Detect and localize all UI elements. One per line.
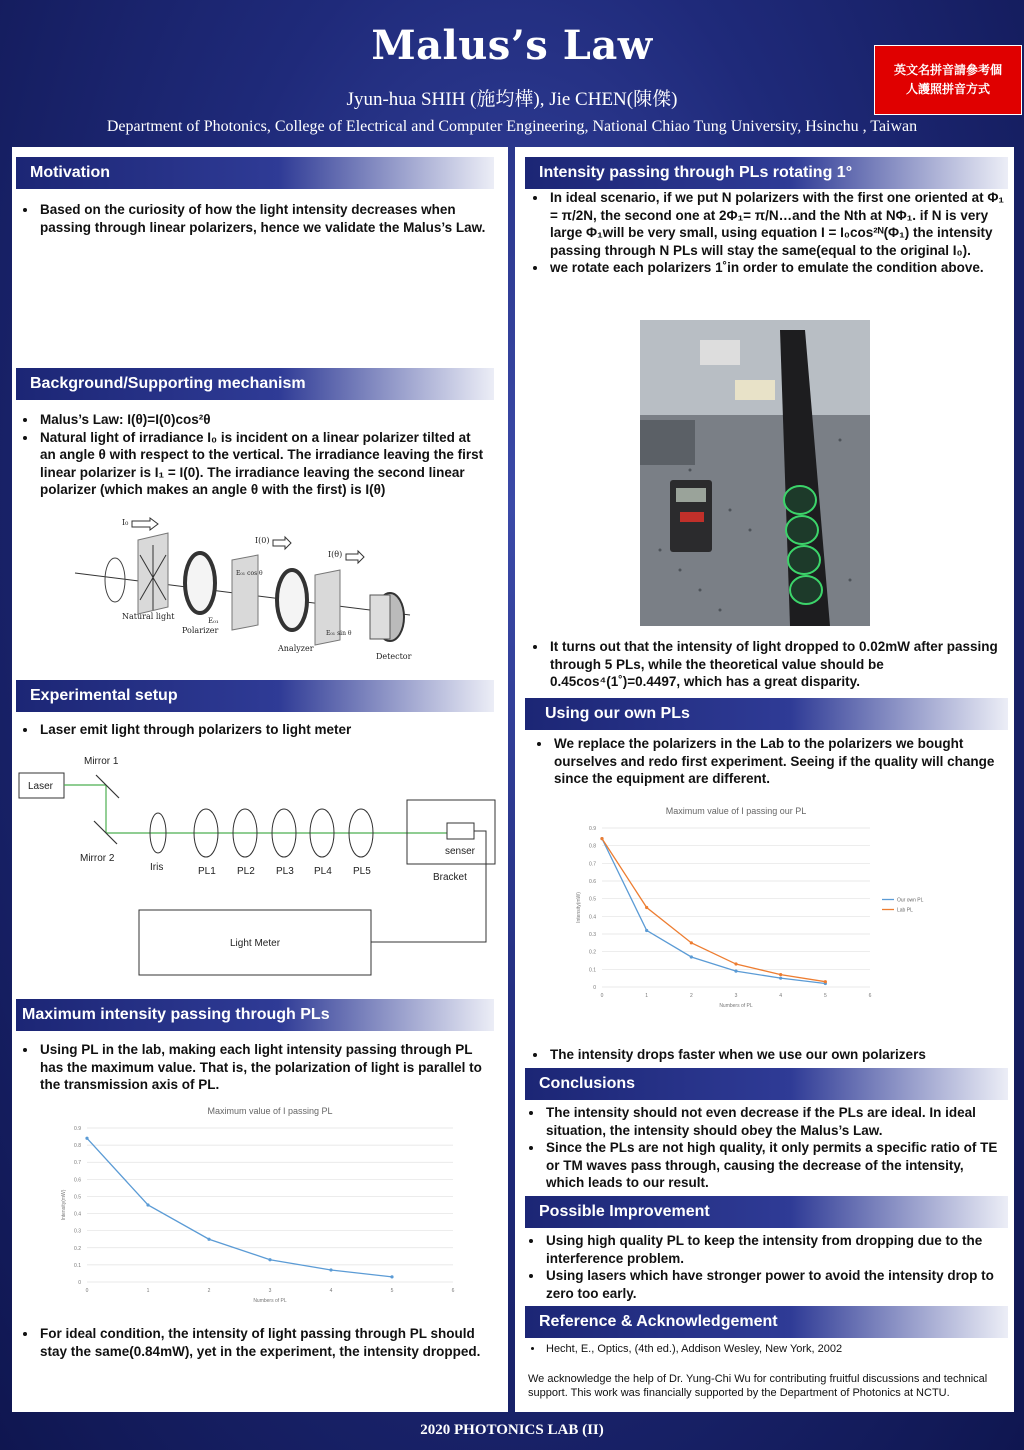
y-tick-label: 0.4	[74, 1211, 81, 1218]
rotating-heading: Intensity passing through PLs rotating 1°	[525, 157, 1008, 189]
improvement-text	[526, 1232, 1004, 1302]
list-item: • In ideal scenario, if we put N polarizers with the first one oriented at Φ₁ = π/2N, the second one at 2Φ₁= π/N…and the Nth at NΦ₁. if N is very large Φ₁will be very small, using equation I = I₀cos²ᴺ(Φ₁) the intensity passing through N PLs will stay the same(equal to the original I₀).	[548, 189, 1008, 259]
motivation-heading: Motivation	[16, 157, 494, 189]
polarizer-diagram	[70, 515, 430, 665]
y-tick-label: 0.6	[589, 879, 596, 885]
conclusions-text	[526, 1104, 1004, 1192]
legend-entry: Our own PL	[897, 897, 924, 904]
pl1-label: PL1	[198, 866, 216, 877]
y-tick-label: 0.1	[74, 1262, 81, 1269]
name-note-box	[874, 45, 1022, 115]
y-tick-label: 0.8	[74, 1143, 81, 1150]
y-tick-label: 0	[593, 985, 596, 991]
data-point	[779, 977, 782, 980]
series-line	[602, 839, 825, 982]
data-point	[779, 973, 782, 976]
natural-light-label: Natural light	[122, 612, 175, 621]
senser-box	[447, 823, 474, 839]
x-tick-label: 5	[823, 993, 827, 999]
x-tick-label: 4	[329, 1288, 333, 1294]
maxint-text	[20, 1041, 486, 1094]
light-meter-label: Light Meter	[230, 938, 281, 949]
chart-lab-pl	[45, 1100, 465, 1310]
acknowledgement-text: We acknowledge the help of Dr. Yung-Chi Wu for contributing fruitful discussions and technical support. This work was financially supported by the Department of Photonics at NCTU.	[528, 1373, 988, 1399]
ownpl-text-2	[530, 1046, 1008, 1064]
list-item: • We replace the polarizers in the Lab to the polarizers we bought ourselves and redo first experiment. Seeing if the quality will change since the equipment are different.	[552, 735, 1004, 788]
x-tick-label: 2	[207, 1288, 211, 1294]
data-point	[824, 980, 827, 983]
reference-text	[526, 1342, 1004, 1356]
chart-title: Maximum value of I passing our PL	[665, 806, 807, 816]
x-tick-label: 2	[689, 993, 693, 999]
mirror-1	[96, 775, 119, 798]
y-axis-label: Intensity(mW)	[61, 1189, 67, 1221]
senser-label: senser	[445, 846, 476, 857]
x-tick-label: 0	[600, 993, 604, 999]
list-item: • It turns out that the intensity of light dropped to 0.02mW after passing through 5 PLs, while the theoretical value should be 0.45cos⁴(1˚)=0.4497, which has a great disparity.	[548, 638, 1008, 691]
y-tick-label: 0.4	[589, 914, 596, 921]
legend-entry: Lab PL	[897, 907, 913, 914]
background-text	[20, 411, 486, 499]
data-point	[268, 1258, 271, 1261]
x-tick-label: 4	[779, 993, 783, 999]
improvement-heading: Possible Improvement	[525, 1196, 1008, 1228]
data-point	[645, 929, 648, 932]
list-item: • Since the PLs are not high quality, it only permits a specific ratio of TE or TM waves pass through, causing the decrease of the intensity, which leads to our result.	[544, 1139, 1004, 1192]
authors: Jyun-hua SHIH (施均樺), Jie CHEN(陳傑)	[346, 89, 678, 110]
setup-text	[20, 721, 486, 739]
i0-full-label: I(0)	[255, 536, 270, 545]
data-point	[329, 1268, 332, 1271]
x-tick-label: 3	[734, 993, 738, 999]
y-tick-label: 0.8	[589, 843, 596, 850]
detector-label: Detector	[376, 652, 412, 661]
i0-label: I₀	[122, 518, 129, 527]
data-point	[390, 1275, 393, 1278]
list-item: • Malus’s Law: I(θ)=I(0)cos²θ	[38, 411, 486, 429]
background-heading: Background/Supporting mechanism	[16, 368, 494, 400]
y-tick-label: 0.5	[589, 896, 596, 903]
pl3-label: PL3	[276, 866, 294, 877]
affiliation: Department of Photonics, College of Electrical and Computer Engineering, National Chiao Tung University, Hsinchu , Taiwan	[106, 118, 918, 135]
x-tick-label: 3	[268, 1288, 272, 1294]
chart-own-pl	[560, 800, 980, 1015]
lab-setup-photo	[640, 320, 870, 626]
poster-title: Malus’s Law	[371, 22, 653, 69]
data-point	[734, 970, 737, 973]
y-tick-label: 0.6	[74, 1177, 81, 1184]
y-tick-label: 0.2	[589, 949, 596, 956]
chart-title: Maximum value of I passing PL	[207, 1106, 333, 1116]
reference-heading: Reference & Acknowledgement	[525, 1306, 1008, 1338]
y-axis-label: Intensity(mW)	[576, 892, 582, 923]
data-point	[734, 962, 737, 965]
analyzer-ring	[277, 570, 307, 630]
list-item: • Natural light of irradiance I₀ is incident on a linear polarizer tilted at an angle θ with respect to the vertical. The irradiance leaving the first linear polarizer is I₁ = I(0). The irradiance leaving the second linear polarizer (which makes an angle θ with the first) is I(θ)	[38, 429, 486, 499]
data-point	[690, 955, 693, 958]
x-tick-label: 0	[85, 1288, 89, 1294]
motivation-text	[20, 201, 486, 236]
x-axis-label: Numbers of PL	[719, 1003, 753, 1009]
data-point	[146, 1203, 149, 1206]
rotating-result	[530, 638, 1008, 691]
polarizer-label: Polarizer	[182, 626, 219, 635]
note-line-2: 人護照拼音方式	[905, 82, 990, 96]
y-tick-label: 0.7	[589, 861, 596, 868]
data-point	[645, 906, 648, 909]
series-line	[602, 839, 825, 984]
e-field-plane-1	[232, 555, 258, 630]
arrow-right-icon	[346, 551, 364, 563]
mirror1-label: Mirror 1	[84, 756, 119, 767]
list-item: • Laser emit light through polarizers to light meter	[38, 721, 486, 739]
arrow-right-icon	[273, 537, 291, 549]
data-point	[600, 837, 603, 840]
y-tick-label: 0.9	[74, 1126, 81, 1132]
e01cos-label: E₀₁ cos θ	[236, 570, 263, 577]
arrow-right-icon	[132, 518, 158, 530]
mirror2-label: Mirror 2	[80, 853, 115, 864]
data-point	[690, 941, 693, 944]
list-item: • we rotate each polarizers 1˚in order to emulate the condition above.	[548, 259, 1008, 277]
x-tick-label: 5	[390, 1288, 394, 1294]
ownpl-text	[534, 735, 1004, 788]
x-axis-label: Numbers of PL	[253, 1298, 287, 1304]
list-item: • Hecht, E., Optics, (4th ed.), Addison Wesley, New York, 2002	[544, 1342, 1004, 1356]
y-tick-label: 0.3	[74, 1228, 81, 1235]
list-item: • Using high quality PL to keep the intensity from dropping due to the interference problem.	[544, 1232, 1004, 1267]
list-item: • For ideal condition, the intensity of light passing through PL should stay the same(0.84mW), yet in the experiment, the intensity dropped.	[38, 1325, 486, 1360]
list-item: • The intensity drops faster when we use our own polarizers	[548, 1046, 1008, 1064]
maxint-text-2	[20, 1325, 486, 1360]
ownpl-heading: Using our own PLs	[525, 698, 1008, 730]
conclusions-heading: Conclusions	[525, 1068, 1008, 1100]
y-tick-label: 0.1	[589, 967, 596, 974]
y-tick-label: 0.5	[74, 1194, 81, 1201]
poster-header	[0, 0, 1024, 145]
setup-heading: Experimental setup	[16, 680, 494, 712]
maxint-heading: Maximum intensity passing through PLs	[16, 999, 494, 1031]
data-point	[207, 1238, 210, 1241]
data-point	[85, 1137, 88, 1140]
pl5-label: PL5	[353, 866, 371, 877]
x-tick-label: 6	[451, 1288, 455, 1294]
iris-label: Iris	[150, 862, 164, 873]
y-tick-label: 0	[78, 1280, 81, 1286]
y-tick-label: 0.9	[589, 826, 596, 832]
e01sin-label: E₀₁ sin θ	[326, 630, 352, 637]
laser-label: Laser	[28, 781, 54, 792]
polarizer-ring	[185, 553, 215, 613]
y-tick-label: 0.2	[74, 1245, 81, 1252]
poster-footer: 2020 PHOTONICS LAB (II)	[420, 1422, 604, 1438]
y-tick-label: 0.7	[74, 1160, 81, 1167]
x-tick-label: 6	[868, 993, 872, 999]
y-tick-label: 0.3	[589, 932, 596, 938]
wavefront-ellipse	[105, 558, 125, 602]
e01-label: E₀₁	[208, 617, 219, 625]
bracket-label: Bracket	[433, 872, 467, 883]
list-item: • Based on the curiosity of how the light intensity decreases when passing through linear polarizers, hence we validate the Malus’s Law.	[38, 201, 486, 236]
list-item: • Using lasers which have stronger power to avoid the intensity drop to zero too early.	[544, 1267, 1004, 1302]
list-item: • The intensity should not even decrease if the PLs are ideal. In ideal situation, the intensity should obey the Malus’s Law.	[544, 1104, 1004, 1139]
x-tick-label: 1	[146, 1288, 150, 1294]
rotating-text	[530, 189, 1008, 277]
x-tick-label: 1	[645, 993, 649, 999]
note-line-1: 英文名拼音請參考個	[893, 63, 1002, 77]
itheta-label: I(θ)	[328, 550, 343, 559]
list-item: • Using PL in the lab, making each light intensity passing through PL has the maximum value. That is, the polarization of light is parallel to the transmission axis of PL.	[38, 1041, 486, 1094]
setup-diagram	[16, 748, 502, 983]
series-line	[87, 1138, 392, 1277]
analyzer-label: Analyzer	[278, 644, 314, 653]
pl4-label: PL4	[314, 866, 332, 877]
pl2-label: PL2	[237, 866, 255, 877]
